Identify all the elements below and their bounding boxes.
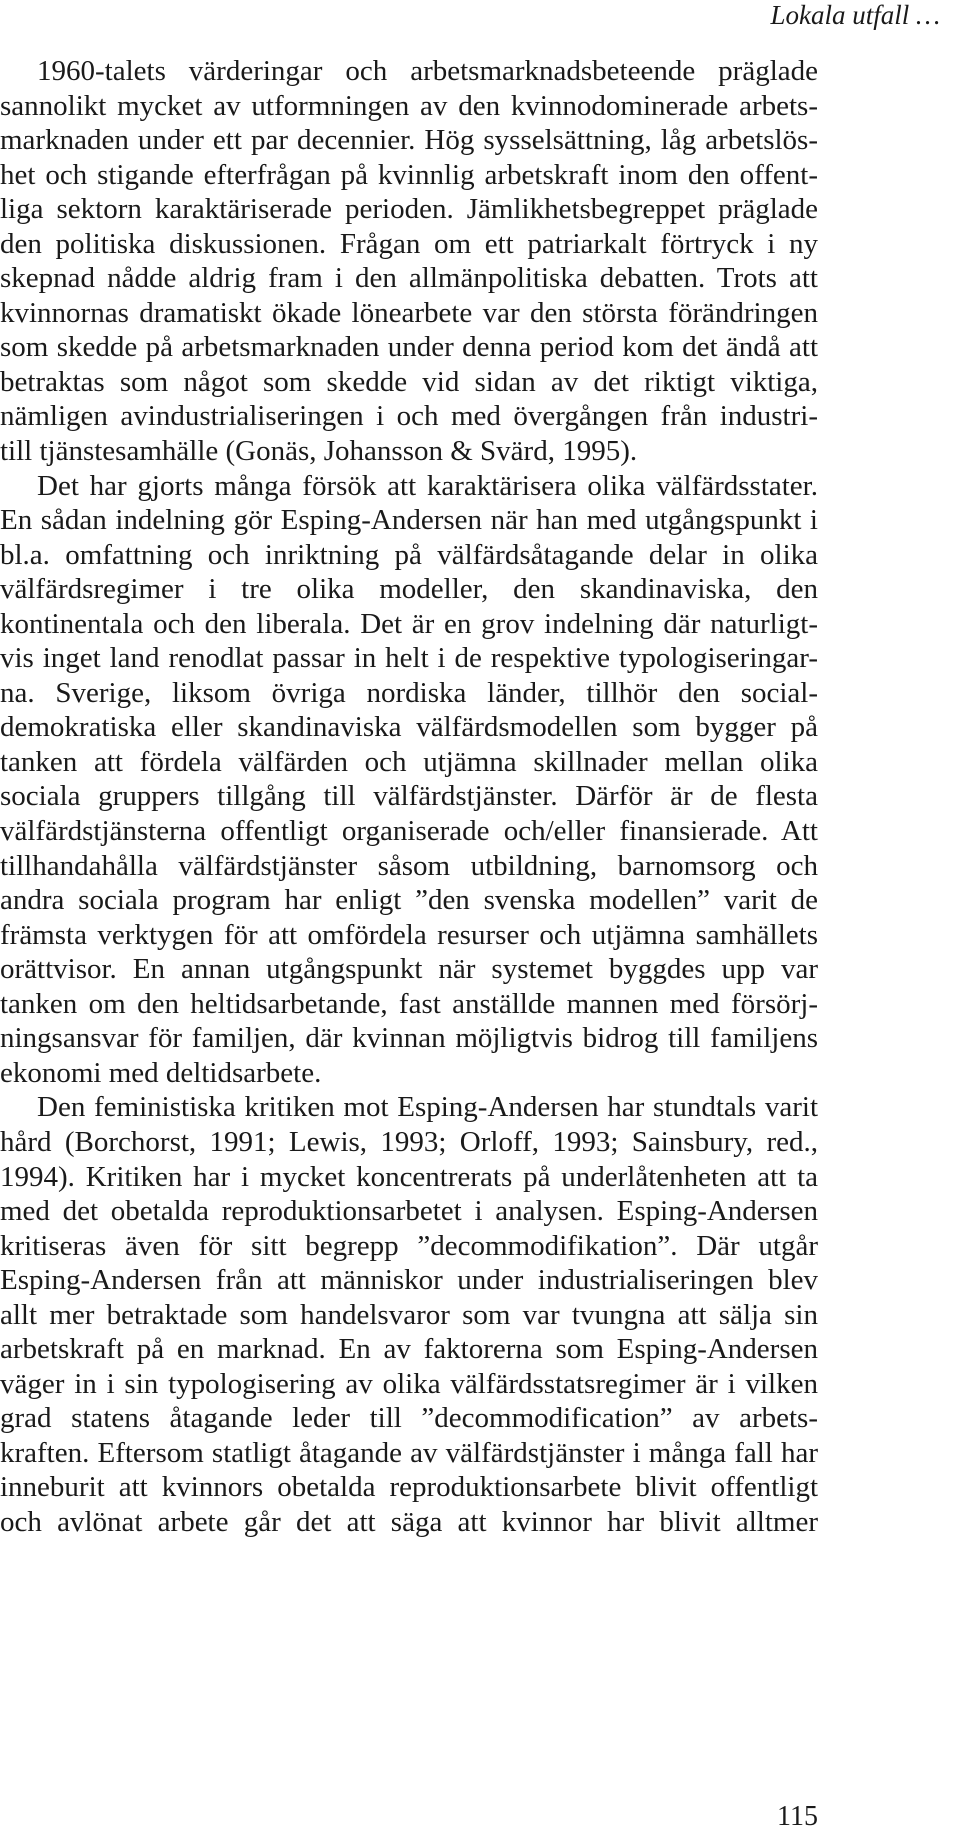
text-line: ekonomi med deltidsarbete.	[0, 1056, 322, 1089]
text-line: kraften. Eftersom statligt åtagande av välfärdstjänster i många fall har	[0, 1436, 818, 1469]
page-number: 115	[777, 1801, 818, 1832]
text-line: välfärdstjänsterna offentligt organiserade och/eller finansierade. Att	[0, 815, 818, 848]
text-line: 1960-talets värderingar och arbetsmarknadsbeteende präglade	[37, 55, 818, 87]
text-line: Den feministiska kritiken mot Esping-Andersen har stundtals varit	[37, 1091, 818, 1124]
text-line: allt mer betraktade som handelsvaror som var tvungna att sälja sin	[0, 1298, 818, 1331]
running-head: Lokala utfall …	[770, 0, 940, 30]
text-line: skepnad nådde aldrig fram i den allmänpolitiska debatten. Trots att	[0, 262, 818, 295]
text-line: ningsansvar för familjen, där kvinnan möjligtvis bidrog till familjens	[0, 1022, 818, 1055]
text-line: tillhandahålla välfärdstjänster såsom utbildning, barnomsorg och	[0, 849, 818, 882]
paragraph-1	[0, 54, 818, 469]
text-line: och avlönat arbete går det att säga att kvinnor har blivit alltmer	[0, 1505, 818, 1538]
text-line: betraktas som något som skedde vid sidan av det riktigt viktiga,	[0, 365, 818, 398]
text-line: inneburit att kvinnors obetalda reproduktionsarbete blivit offentligt	[0, 1471, 818, 1504]
text-line: tanken om den heltidsarbetande, fast anställde mannen med försörj-	[0, 987, 818, 1020]
text-line: nämligen avindustrialiseringen i och med övergången från industri-	[0, 400, 818, 433]
text-line: väger in i sin typologisering av olika välfärdsstatsregimer är i vilken	[0, 1367, 818, 1400]
text-line: välfärdsregimer i tre olika modeller, den skandinaviska, den	[0, 573, 818, 606]
paragraph-2	[0, 469, 818, 1091]
text-line: bl.a. omfattning och inriktning på välfärdsåtagande delar in olika	[0, 538, 818, 571]
text-line: sannolikt mycket av utformningen av den kvinnodominerade arbets-	[0, 89, 818, 122]
text-line: kvinnornas dramatiskt ökade lönearbete var den största förändringen	[0, 296, 818, 329]
text-line: sociala gruppers tillgång till välfärdstjänster. Därför är de flesta	[0, 780, 818, 813]
text-line: vis inget land renodlat passar in helt i de respektive typologiseringar-	[0, 642, 818, 675]
text-line: med det obetalda reproduktionsarbetet i analysen. Esping-Andersen	[0, 1195, 818, 1228]
text-line: arbetskraft på en marknad. En av faktorerna som Esping-Andersen	[0, 1333, 818, 1366]
text-line: tanken att fördela välfärden och utjämna skillnader mellan olika	[0, 745, 818, 778]
text-line: En sådan indelning gör Esping-Andersen när han med utgångspunkt i	[0, 504, 818, 537]
text-line: orättvisor. En annan utgångspunkt när systemet byggdes upp var	[0, 953, 818, 986]
text-line: demokratiska eller skandinaviska välfärdsmodellen som bygger på	[0, 711, 818, 744]
text-line: som skedde på arbetsmarknaden under denna period kom det ändå att	[0, 331, 818, 364]
paragraph-3	[0, 1090, 818, 1539]
body-text	[0, 54, 818, 1540]
text-line: grad statens åtagande leder till ”decommodification” av arbets-	[0, 1402, 818, 1435]
text-line: het och stigande efterfrågan på kvinnlig arbetskraft inom den offent-	[0, 158, 818, 191]
text-line: främsta verktygen för att omfördela resurser och utjämna samhällets	[0, 918, 818, 951]
text-line: Esping-Andersen från att människor under industrialiseringen blev	[0, 1264, 818, 1297]
text-line: kontinentala och den liberala. Det är en grov indelning där naturligt-	[0, 607, 818, 640]
text-line: till tjänstesamhälle (Gonäs, Johansson & Svärd, 1995).	[0, 435, 638, 468]
text-line: na. Sverige, liksom övriga nordiska länder, tillhör den social-	[0, 676, 818, 709]
text-line: 1994). Kritiken har i mycket koncentrerats på underlåtenheten att ta	[0, 1160, 818, 1193]
text-line: Det har gjorts många försök att karaktärisera olika välfärdsstater.	[37, 469, 818, 502]
text-line: marknaden under ett par decennier. Hög sysselsättning, låg arbetslös-	[0, 124, 818, 157]
text-line: kritiseras även för sitt begrepp ”decommodifikation”. Där utgår	[0, 1229, 818, 1262]
text-line: den politiska diskussionen. Frågan om ett patriarkalt förtryck i ny	[0, 227, 818, 260]
text-line: liga sektorn karaktäriserade perioden. Jämlikhetsbegreppet präglade	[0, 193, 818, 226]
text-line: andra sociala program har enligt ”den svenska modellen” varit de	[0, 884, 818, 917]
text-line: hård (Borchorst, 1991; Lewis, 1993; Orloff, 1993; Sainsbury, red.,	[0, 1125, 818, 1158]
